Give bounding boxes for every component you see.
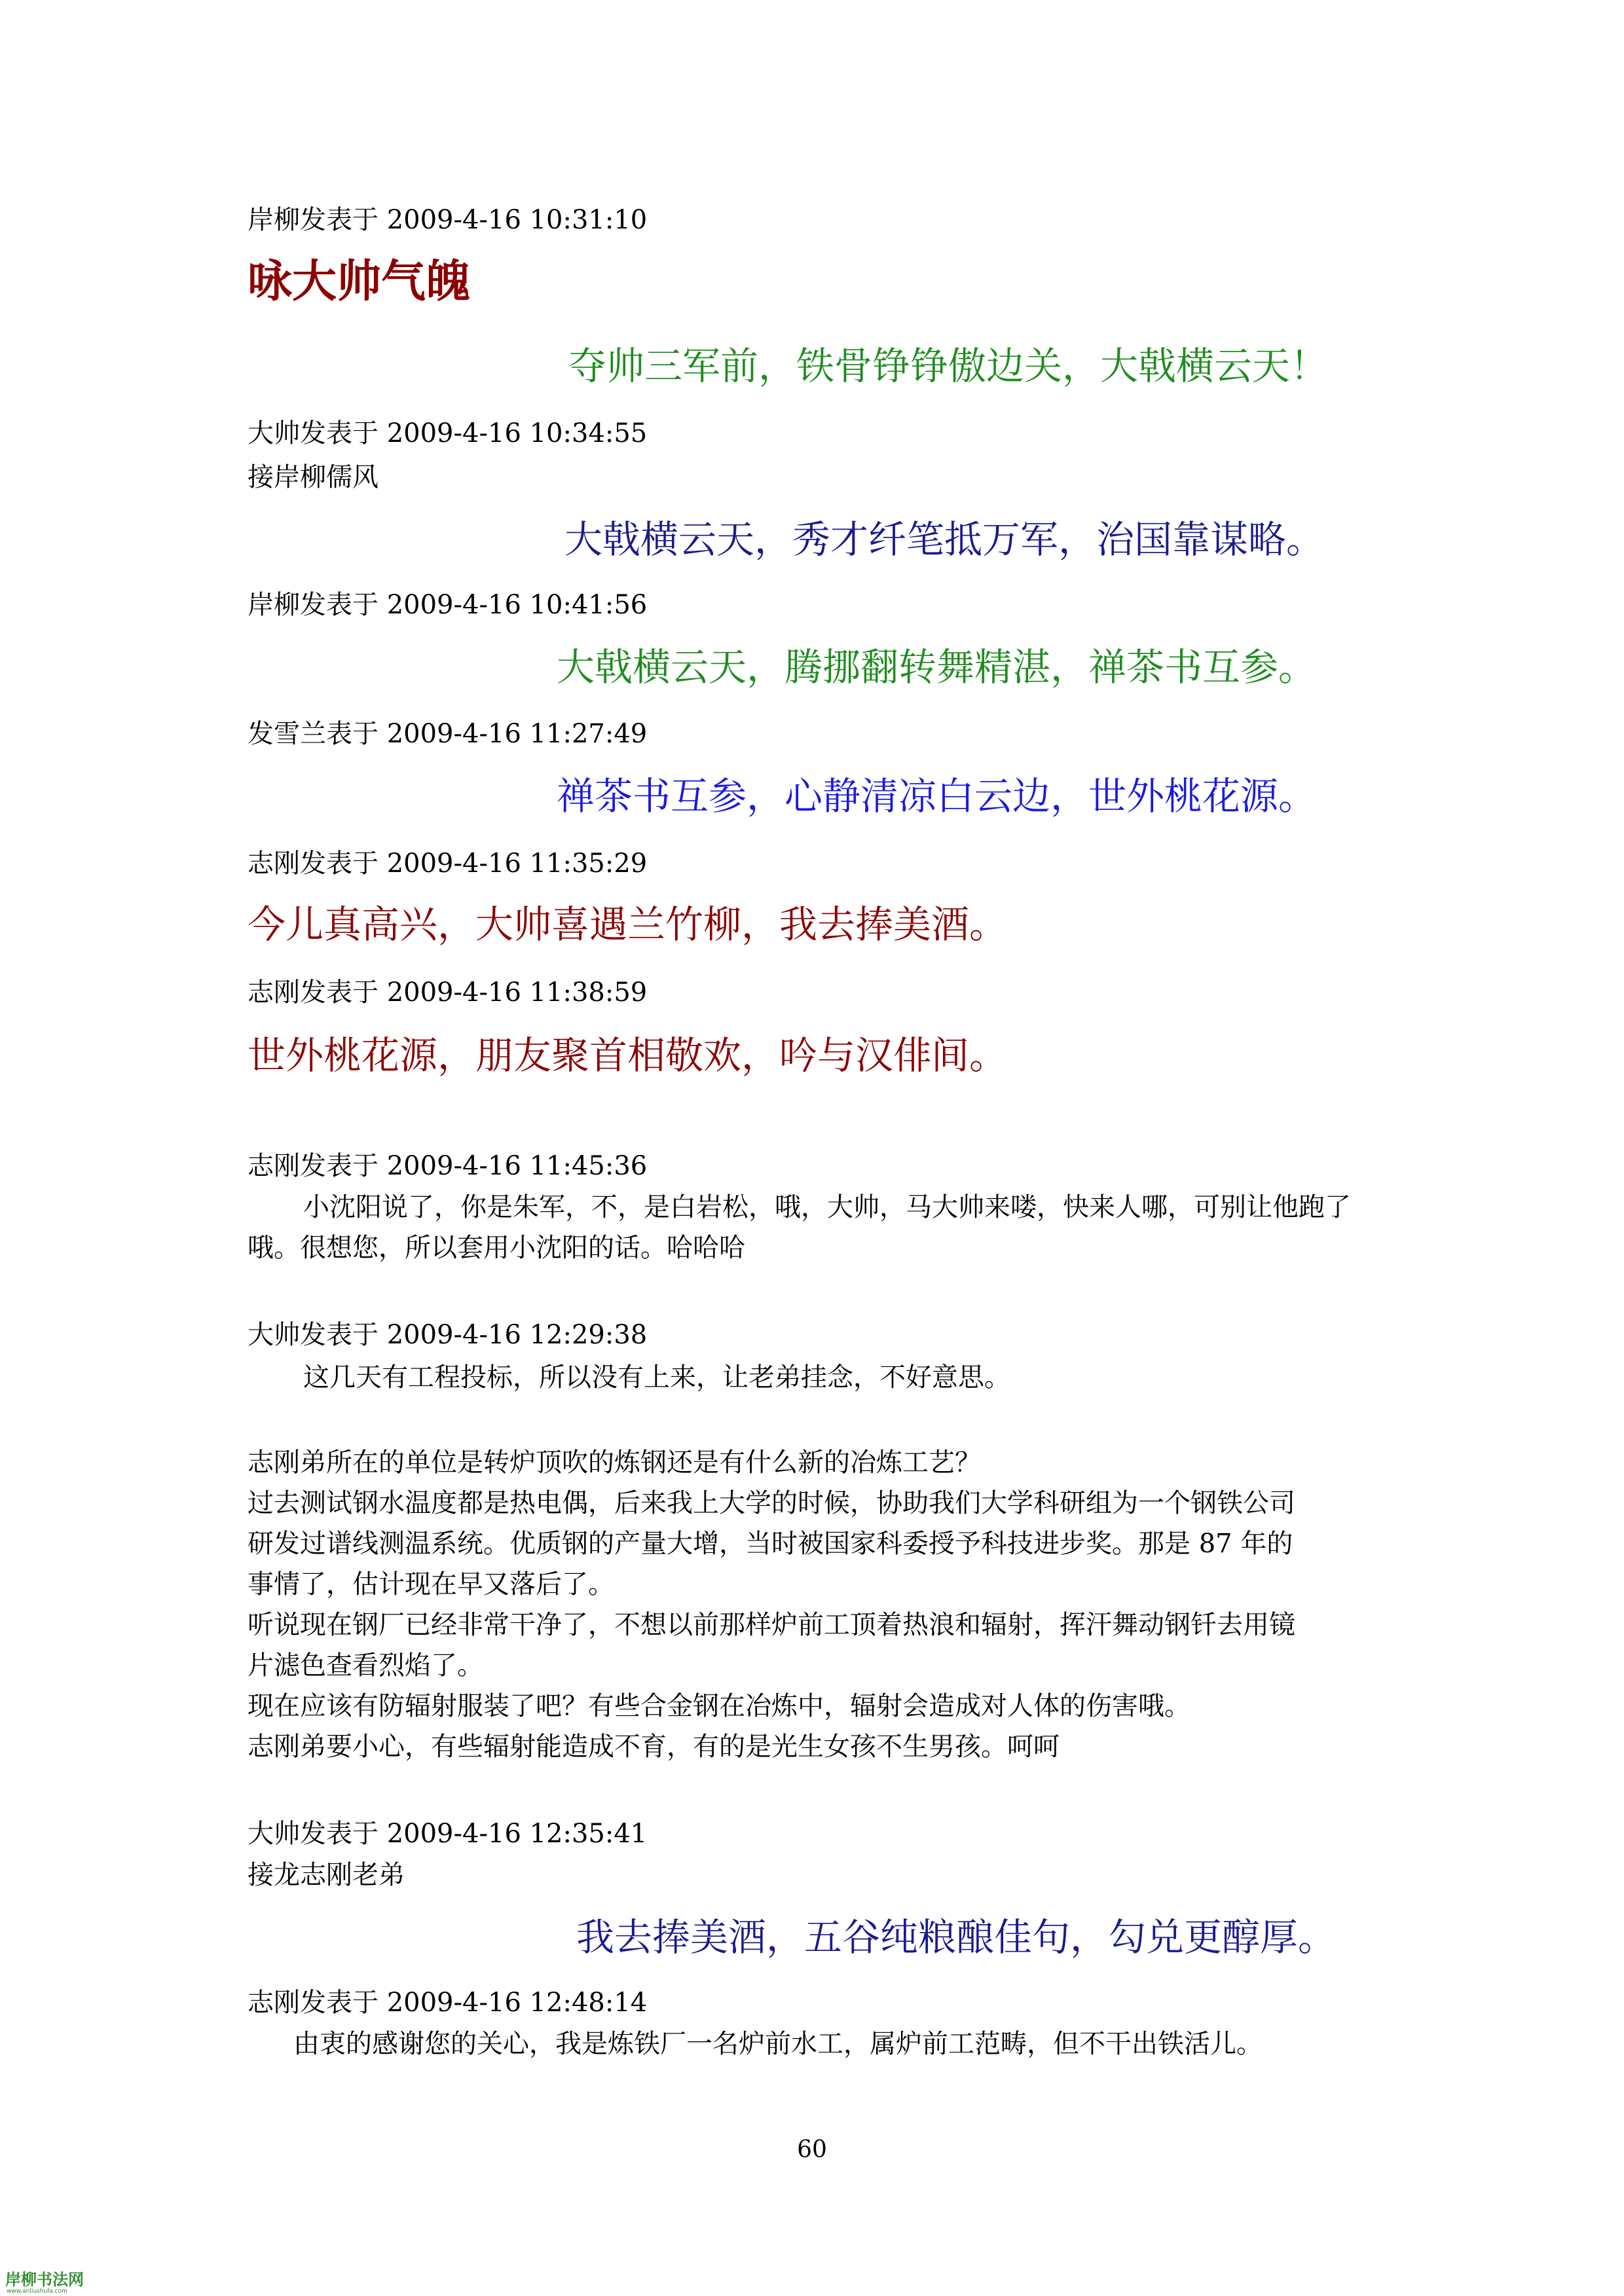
post-text: 哦。很想您，所以套用小沈阳的话。哈哈哈	[248, 1233, 745, 1263]
poem-line: 夺帅三军前，铁骨铮铮傲边关，大戟横云天！	[568, 344, 1329, 388]
poem-line: 大戟横云天，秀才纤笔抵万军，治国靠谋略。	[564, 517, 1325, 562]
poem-line: 禅茶书互参，心静清凉白云边，世外桃花源。	[557, 774, 1317, 818]
post-header: 志刚发表于 2009-4-16 11:38:59	[248, 977, 648, 1008]
post-header: 大帅发表于 2009-4-16 12:29:38	[248, 1320, 648, 1350]
post-text: 现在应该有防辐射服装了吧？有些合金钢在冶炼中，辐射会造成对人体的伤害哦。	[248, 1691, 1190, 1721]
post-text: 小沈阳说了，你是朱军，不，是白岩松，哦，大帅，马大帅来喽，快来人哪，可别让他跑了	[303, 1192, 1351, 1222]
page-title: 咏大帅气魄	[248, 256, 471, 308]
post-text: 听说现在钢厂已经非常干净了，不想以前那样炉前工顶着热浪和辐射，挥汗舞动钢钎去用镜	[248, 1610, 1295, 1640]
post-header: 志刚发表于 2009-4-16 11:45:36	[248, 1151, 648, 1181]
poem-line: 大戟横云天，腾挪翻转舞精湛，禅茶书互参。	[557, 645, 1317, 689]
post-text: 志刚弟要小心，有些辐射能造成不育，有的是光生女孩不生男孩。呵呵	[248, 1732, 1060, 1762]
post-text: 事情了，估计现在早又落后了。	[248, 1569, 614, 1599]
poem-line: 世外桃花源，朋友聚首相敬欢，吟与汉俳间。	[248, 1033, 1008, 1078]
post-header: 大帅发表于 2009-4-16 10:34:55	[248, 418, 648, 448]
post-header: 岸柳发表于 2009-4-16 10:31:10	[248, 205, 648, 235]
post-text: 接岸柳儒风	[248, 462, 378, 492]
post-header: 志刚发表于 2009-4-16 11:35:29	[248, 848, 648, 879]
page-number: 60	[797, 2136, 827, 2163]
post-text: 过去测试钢水温度都是热电偶，后来我上大学的时候，协助我们大学科研组为一个钢铁公司	[248, 1488, 1295, 1518]
poem-line: 今儿真高兴，大帅喜遇兰竹柳，我去捧美酒。	[248, 902, 1008, 947]
post-text: 片滤色查看烈焰了。	[248, 1650, 483, 1681]
post-header: 发雪兰表于 2009-4-16 11:27:49	[248, 719, 648, 749]
post-text: 这几天有工程投标，所以没有上来，让老弟挂念，不好意思。	[303, 1362, 1010, 1393]
post-header: 岸柳发表于 2009-4-16 10:41:56	[248, 590, 648, 620]
site-logo-url: www.anliushufa.com	[7, 2288, 67, 2295]
poem-line: 我去捧美酒，五谷纯粮酿佳句，勾兑更醇厚。	[576, 1915, 1337, 1959]
post-header: 大帅发表于 2009-4-16 12:35:41	[248, 1819, 648, 1849]
post-text: 研发过谱线测温系统。优质钢的产量大增，当时被国家科委授予科技进步奖。那是 87 年的	[248, 1529, 1293, 1559]
site-logo: 岸柳书法网	[5, 2270, 84, 2289]
post-text: 接龙志刚老弟	[248, 1860, 405, 1890]
post-text: 由衷的感谢您的关心，我是炼铁厂一名炉前水工，属炉前工范畴，但不干出铁活儿。	[293, 2029, 1263, 2059]
post-header: 志刚发表于 2009-4-16 12:48:14	[248, 1988, 648, 2018]
post-text: 志刚弟所在的单位是转炉顶吹的炼钢还是有什么新的冶炼工艺？	[248, 1448, 981, 1478]
